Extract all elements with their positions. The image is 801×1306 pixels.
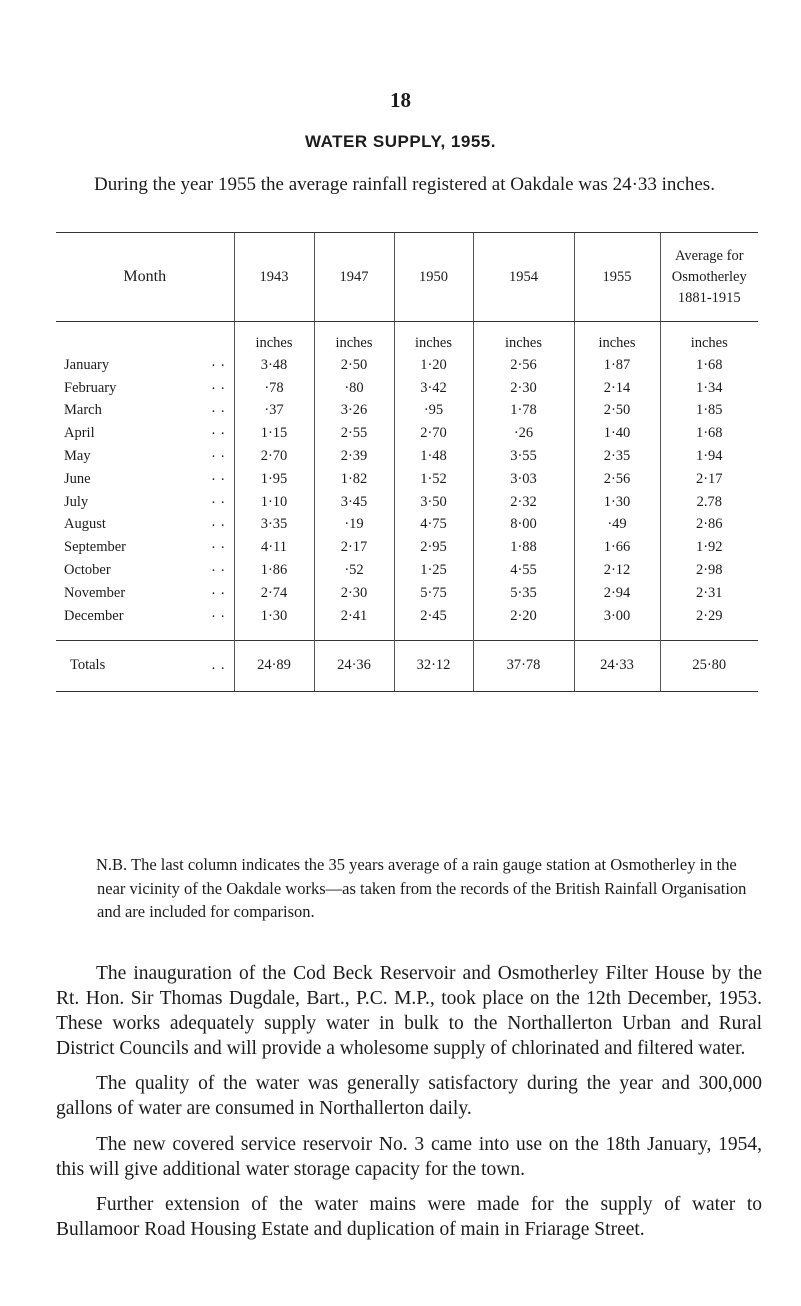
table-row [56, 422, 758, 445]
rainfall-value-cell: ·52 [314, 559, 394, 582]
header-1950: 1950 [394, 233, 473, 322]
rainfall-value-cell: 5·35 [473, 582, 574, 605]
rainfall-value-cell: 3·35 [234, 514, 314, 537]
spacer-cell [660, 628, 758, 641]
rainfall-value-cell: 1·48 [394, 445, 473, 468]
table-row [56, 377, 758, 400]
rainfall-value-cell: 1·30 [574, 491, 660, 514]
rainfall-value-cell: 3·48 [234, 354, 314, 377]
rainfall-value-cell: 3·45 [314, 491, 394, 514]
rainfall-value-cell: 2·74 [234, 582, 314, 605]
month-cell [56, 491, 234, 514]
units-cell: inches [314, 322, 394, 355]
header-1947: 1947 [314, 233, 394, 322]
rainfall-value-cell: 2·39 [314, 445, 394, 468]
rainfall-value-cell: 2.78 [660, 491, 758, 514]
leader-dots: . . [211, 490, 226, 507]
rainfall-value-cell: 2·95 [394, 536, 473, 559]
month-label: July [64, 493, 89, 510]
month-label: May [64, 448, 91, 465]
rainfall-value-cell: 1·78 [473, 400, 574, 423]
rainfall-value-cell: 2·56 [574, 468, 660, 491]
month-label: January [64, 356, 110, 373]
month-cell [56, 559, 234, 582]
rainfall-value-cell: 2·30 [314, 582, 394, 605]
rainfall-value-cell: 2·17 [660, 468, 758, 491]
rainfall-value-cell: 2·31 [660, 582, 758, 605]
table-row [56, 582, 758, 605]
leader-dots: . . [211, 513, 226, 530]
rainfall-value-cell: 1·86 [234, 559, 314, 582]
section-heading: WATER SUPPLY, 1955. [305, 132, 496, 151]
footnote-nb: N.B. The last column indicates the 35 years average of a rain gauge station at Osmotherley in the near vicinity of the Oakdale works—as taken from the records of the British Rainfall Organisation and are included for comparison. [96, 855, 747, 921]
leader-dots: . . [211, 422, 226, 439]
totals-label-cell [56, 640, 234, 691]
table-row [56, 445, 758, 468]
header-average-osmotherley [660, 233, 758, 322]
month-label: December [64, 607, 124, 624]
month-cell [56, 354, 234, 377]
rainfall-value-cell: 2·45 [394, 605, 473, 628]
totals-value-cell: 24·36 [314, 640, 394, 691]
totals-label: Totals [70, 657, 106, 674]
month-label: June [64, 470, 91, 487]
rainfall-value-cell: 2·20 [473, 605, 574, 628]
rainfall-value-cell: 3·26 [314, 400, 394, 423]
rainfall-value-cell: 2·29 [660, 605, 758, 628]
leader-dots: . . [211, 354, 226, 370]
rainfall-value-cell: 2·94 [574, 582, 660, 605]
paragraph-mains-extension: Further extension of the water mains were made for the supply of water to Bullamoor Road Housing Estate and duplication of main in Friarage Street. [56, 1194, 762, 1240]
spacer-cell [234, 628, 314, 641]
month-cell [56, 468, 234, 491]
rainfall-value-cell: 3·00 [574, 605, 660, 628]
totals-row [56, 640, 758, 691]
month-label: November [64, 584, 126, 601]
totals-value-cell: 32·12 [394, 640, 473, 691]
month-label: February [64, 379, 117, 396]
table-row [56, 536, 758, 559]
table-row [56, 468, 758, 491]
intro-paragraph: During the year 1955 the average rainfall registered at Oakdale was 24·33 inches. [94, 174, 715, 195]
month-cell [56, 605, 234, 628]
rainfall-value-cell: 1·52 [394, 468, 473, 491]
table-row [56, 514, 758, 537]
totals-value-cell: 24·33 [574, 640, 660, 691]
rainfall-value-cell: 1·85 [660, 400, 758, 423]
leader-dots: . . [211, 536, 226, 553]
spacer-cell [473, 628, 574, 641]
rainfall-value-cell: 2·98 [660, 559, 758, 582]
rainfall-value-cell: 1·15 [234, 422, 314, 445]
totals-value-cell: 37·78 [473, 640, 574, 691]
leader-dots: . . [211, 656, 226, 673]
rainfall-value-cell: ·37 [234, 400, 314, 423]
rainfall-value-cell: ·26 [473, 422, 574, 445]
table-header-row [56, 233, 758, 322]
rainfall-value-cell: 1·92 [660, 536, 758, 559]
rainfall-value-cell: ·49 [574, 514, 660, 537]
table-row [56, 491, 758, 514]
month-cell [56, 536, 234, 559]
rainfall-value-cell: 1·87 [574, 354, 660, 377]
rainfall-value-cell: 1·88 [473, 536, 574, 559]
page-number: 18 [390, 88, 411, 112]
units-cell: inches [660, 322, 758, 355]
table-row [56, 400, 758, 423]
rainfall-value-cell: ·78 [234, 377, 314, 400]
header-1954: 1954 [473, 233, 574, 322]
rainfall-value-cell: 3·03 [473, 468, 574, 491]
month-cell [56, 400, 234, 423]
month-cell [56, 377, 234, 400]
leader-dots: . . [211, 467, 226, 484]
month-label: August [64, 516, 106, 533]
units-cell: inches [394, 322, 473, 355]
rainfall-value-cell: 1·95 [234, 468, 314, 491]
month-label: October [64, 562, 111, 579]
table-row [56, 605, 758, 628]
spacer-cell [314, 628, 394, 641]
spacer-cell [394, 628, 473, 641]
rainfall-value-cell: 2·70 [394, 422, 473, 445]
table-body [56, 322, 758, 692]
spacer-cell [56, 628, 234, 641]
rainfall-value-cell: 1·68 [660, 354, 758, 377]
header-1943: 1943 [234, 233, 314, 322]
rainfall-value-cell: 1·25 [394, 559, 473, 582]
rainfall-value-cell: 1·34 [660, 377, 758, 400]
month-label: March [64, 402, 102, 419]
leader-dots: . . [211, 376, 226, 393]
rainfall-value-cell: 1·20 [394, 354, 473, 377]
rainfall-value-cell: 2·30 [473, 377, 574, 400]
rainfall-value-cell: ·80 [314, 377, 394, 400]
month-cell [56, 422, 234, 445]
month-cell [56, 582, 234, 605]
rainfall-value-cell: 2·14 [574, 377, 660, 400]
header-1955: 1955 [574, 233, 660, 322]
totals-value-cell: 25·80 [660, 640, 758, 691]
units-cell: inches [234, 322, 314, 355]
table-spacer-row [56, 628, 758, 641]
header-average-line3: 1881-1915 [677, 289, 741, 306]
rainfall-value-cell: 3·42 [394, 377, 473, 400]
rainfall-value-cell: 2·12 [574, 559, 660, 582]
table-row [56, 559, 758, 582]
rainfall-value-cell: 2·35 [574, 445, 660, 468]
paragraph-service-reservoir: The new covered service reservoir No. 3 came into use on the 18th January, 1954, this will give additional water storage capacity for the town. [56, 1134, 762, 1180]
rainfall-value-cell: 8·00 [473, 514, 574, 537]
rainfall-value-cell: 4·11 [234, 536, 314, 559]
rainfall-value-cell: 1·40 [574, 422, 660, 445]
rainfall-value-cell: 4·75 [394, 514, 473, 537]
rainfall-value-cell: 2·50 [314, 354, 394, 377]
leader-dots: . . [211, 399, 226, 416]
units-row [56, 322, 758, 355]
rainfall-value-cell: 2·17 [314, 536, 394, 559]
rainfall-value-cell: ·19 [314, 514, 394, 537]
header-average-line1: Average for [674, 247, 744, 264]
rainfall-value-cell: ·95 [394, 400, 473, 423]
leader-dots: . . [211, 604, 226, 621]
rainfall-value-cell: 3·50 [394, 491, 473, 514]
month-label: September [64, 539, 127, 556]
rainfall-value-cell: 1·68 [660, 422, 758, 445]
units-cell: inches [473, 322, 574, 355]
rainfall-value-cell: 3·55 [473, 445, 574, 468]
month-cell [56, 445, 234, 468]
rainfall-value-cell: 1·30 [234, 605, 314, 628]
rainfall-value-cell: 2·55 [314, 422, 394, 445]
paragraph-water-quality: The quality of the water was generally satisfactory during the year and 300,000 gallons of water are consumed in Northallerton daily. [56, 1073, 762, 1119]
rainfall-value-cell: 2·41 [314, 605, 394, 628]
paragraph-reservoir-inauguration: The inauguration of the Cod Beck Reservoir and Osmotherley Filter House by the Rt. Hon. Sir Thomas Dugdale, Bart., P.C. M.P., took place on the 12th December, 1953. These works adequately supply water in bulk to the Northallerton Urban and Rural District Councils and will provide a wholesome supply of chlorinated and filtered water. [56, 963, 762, 1059]
rainfall-value-cell: 4·55 [473, 559, 574, 582]
totals-value-cell: 24·89 [234, 640, 314, 691]
table-row [56, 354, 758, 377]
rainfall-value-cell: 5·75 [394, 582, 473, 605]
units-cell: inches [574, 322, 660, 355]
header-average-line2: Osmotherley [671, 268, 747, 285]
rainfall-value-cell: 1·94 [660, 445, 758, 468]
rainfall-value-cell: 1·82 [314, 468, 394, 491]
header-month: Month [56, 233, 234, 322]
units-month-cell [56, 322, 234, 355]
month-label: April [64, 425, 95, 442]
rainfall-value-cell: 2·86 [660, 514, 758, 537]
rainfall-value-cell: 2·56 [473, 354, 574, 377]
rainfall-table [56, 232, 758, 692]
rainfall-value-cell: 1·66 [574, 536, 660, 559]
leader-dots: . . [211, 445, 226, 462]
leader-dots: . . [211, 559, 226, 576]
rainfall-value-cell: 2·32 [473, 491, 574, 514]
month-cell [56, 514, 234, 537]
rainfall-value-cell: 1·10 [234, 491, 314, 514]
leader-dots: . . [211, 581, 226, 598]
spacer-cell [574, 628, 660, 641]
rainfall-value-cell: 2·50 [574, 400, 660, 423]
rainfall-value-cell: 2·70 [234, 445, 314, 468]
